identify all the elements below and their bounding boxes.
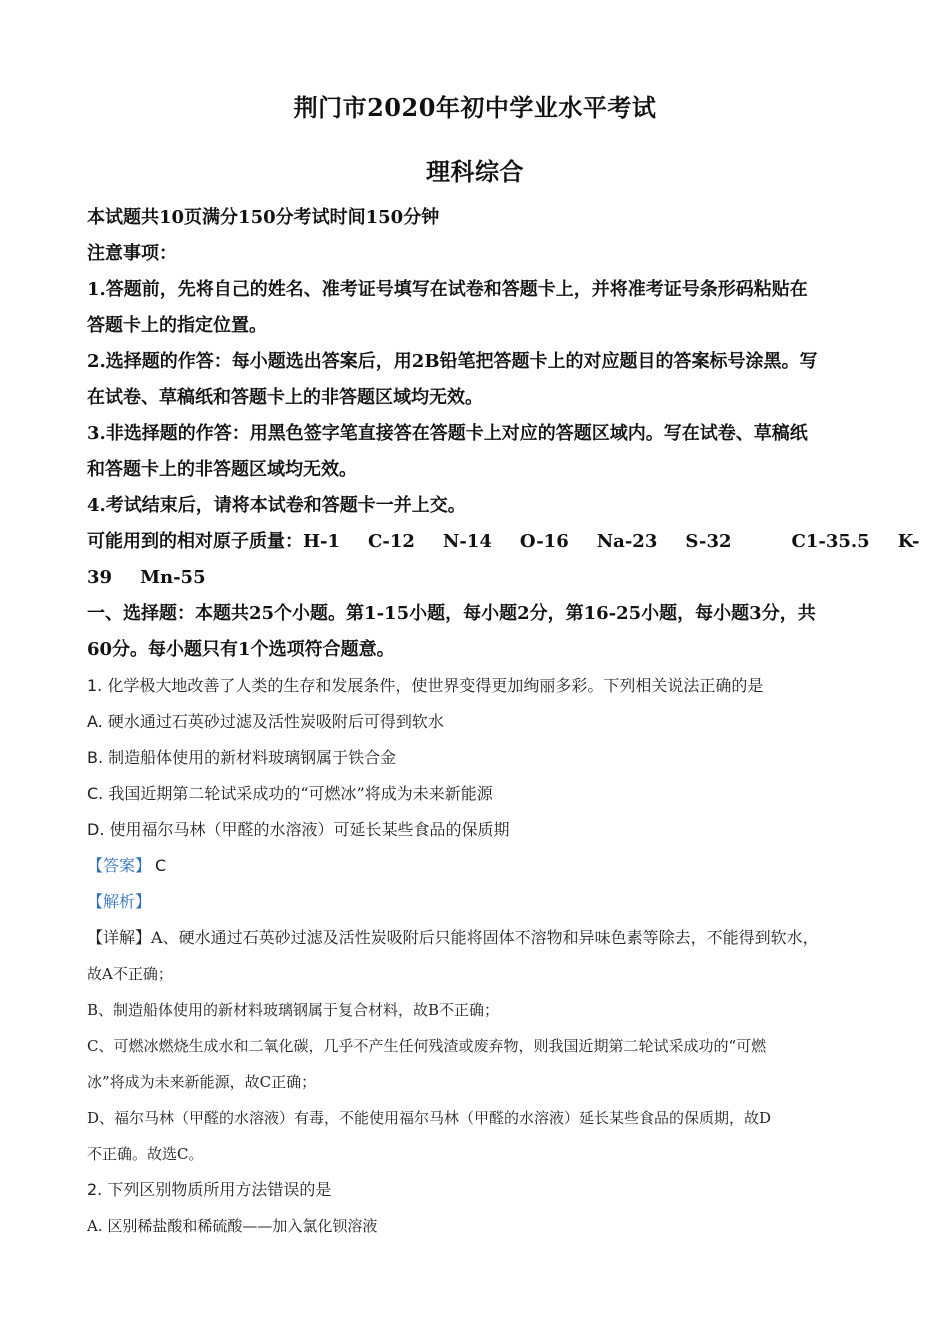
- atomic-h: H-1: [303, 531, 341, 552]
- page-subtitle: 理科综合: [426, 157, 524, 186]
- atomic-o: O-16: [519, 531, 569, 552]
- answer-value: C: [155, 856, 167, 875]
- atomic-cl: C1-35.5: [791, 531, 870, 552]
- exam-info: 本试题共10页满分150分考试时间150分钟: [87, 207, 440, 228]
- section-1-line-2: 60分。每小题只有1个选项符合题意。: [87, 639, 395, 660]
- atomic-label: 可能用到的相对原子质量：: [87, 531, 303, 552]
- question-1-detail-line-6: D、福尔马林（甲醛的水溶液）有毒，不能使用福尔马林（甲醛的水溶液）延长某些食品的保质期，故D: [87, 1109, 772, 1127]
- option-letter: D.: [87, 820, 105, 839]
- question-1-detail-line-1: [87, 923, 865, 959]
- question-2-stem: [87, 1175, 865, 1211]
- atomic-mn: Mn-55: [140, 567, 206, 588]
- question-1-detail-line-3: B、制造船体使用的新材料玻璃钢属于复合材料，故B不正确；: [87, 1001, 500, 1019]
- detail-text: A、硬水通过石英砂过滤及活性炭吸附后只能将固体不溶物和异味色素等除去，不能得到软水，: [151, 928, 819, 947]
- notice-1-line-2: 答题卡上的指定位置。: [87, 315, 267, 336]
- answer-label: 【答案】: [87, 856, 152, 875]
- question-1-detail-line-4: C、可燃冰燃烧生成水和二氧化碳，几乎不产生任何残渣或废弃物，则我国近期第二轮试采成功的“可燃: [87, 1037, 767, 1055]
- option-text: 硬水通过石英砂过滤及活性炭吸附后可得到软水: [107, 712, 444, 731]
- question-1-stem: [87, 671, 865, 707]
- notice-3-line-1: 3.非选择题的作答：用黑色签字笔直接答在答题卡上对应的答题区域内。写在试卷、草稿纸: [87, 423, 808, 444]
- option-letter: B.: [87, 748, 104, 767]
- question-1-option-a: [87, 707, 865, 743]
- question-1-analysis: [87, 887, 865, 923]
- question-2-text: 下列区别物质所用方法错误的是: [107, 1180, 332, 1199]
- question-1-option-d: [87, 815, 865, 851]
- option-text: 区别稀盐酸和稀硫酸——加入氯化钡溶液: [107, 1217, 378, 1235]
- atomic-masses-cont: [87, 563, 865, 599]
- question-1-detail-line-7: 不正确。故选C。: [87, 1145, 204, 1163]
- detail-label: 【详解】: [87, 928, 152, 947]
- notice-2-line-2: 在试卷、草稿纸和答题卡上的非答题区域均无效。: [87, 387, 483, 408]
- atomic-na: Na-23: [596, 531, 658, 552]
- atomic-masses: [87, 527, 920, 563]
- question-1-detail-line-5: 冰”将成为未来新能源，故C正确；: [87, 1073, 317, 1091]
- question-1-option-c: [87, 779, 865, 815]
- option-text: 制造船体使用的新材料玻璃钢属于铁合金: [108, 748, 397, 767]
- notice-1-line-1: 1.答题前，先将自己的姓名、准考证号填写在试卷和答题卡上，并将准考证号条形码粘贴在: [87, 279, 808, 300]
- question-1-text: 化学极大地改善了人类的生存和发展条件，使世界变得更加绚丽多彩。下列相关说法正确的是: [107, 676, 764, 695]
- section-1-line-1: 一、选择题：本题共25个小题。第1-15小题，每小题2分，第16-25小题，每小题3分，共: [87, 603, 816, 624]
- question-2-option-a: [87, 1211, 865, 1247]
- notice-2-line-1: 2.选择题的作答：每小题选出答案后，用2B铅笔把答题卡上的对应题目的答案标号涂黑。写: [87, 351, 818, 372]
- question-1-detail-line-2: 故A不正确；: [87, 965, 173, 983]
- question-1-option-b: [87, 743, 865, 779]
- atomic-k-suffix: 39: [87, 567, 113, 588]
- atomic-n: N-14: [442, 531, 492, 552]
- option-letter: C.: [87, 784, 104, 803]
- notice-3-line-2: 和答题卡上的非答题区域均无效。: [87, 459, 357, 480]
- atomic-c: C-12: [368, 531, 415, 552]
- exam-body: [87, 203, 920, 1247]
- atomic-k-prefix: K-: [897, 531, 920, 552]
- question-1-answer: [87, 851, 865, 887]
- option-letter: A.: [87, 1217, 103, 1235]
- option-letter: A.: [87, 712, 103, 731]
- option-text: 我国近期第二轮试采成功的“可燃冰”将成为未来新能源: [108, 784, 493, 803]
- question-2-number: 2.: [87, 1180, 103, 1199]
- question-1-number: 1.: [87, 676, 103, 695]
- page-title: 荆门市2020年初中学业水平考试: [293, 93, 657, 122]
- analysis-label: 【解析】: [87, 892, 152, 911]
- notice-4: 4.考试结束后，请将本试卷和答题卡一并上交。: [87, 495, 466, 516]
- atomic-s: S-32: [685, 531, 732, 552]
- option-text: 使用福尔马林（甲醛的水溶液）可延长某些食品的保质期: [109, 820, 510, 839]
- notice-header: 注意事项：: [87, 243, 177, 264]
